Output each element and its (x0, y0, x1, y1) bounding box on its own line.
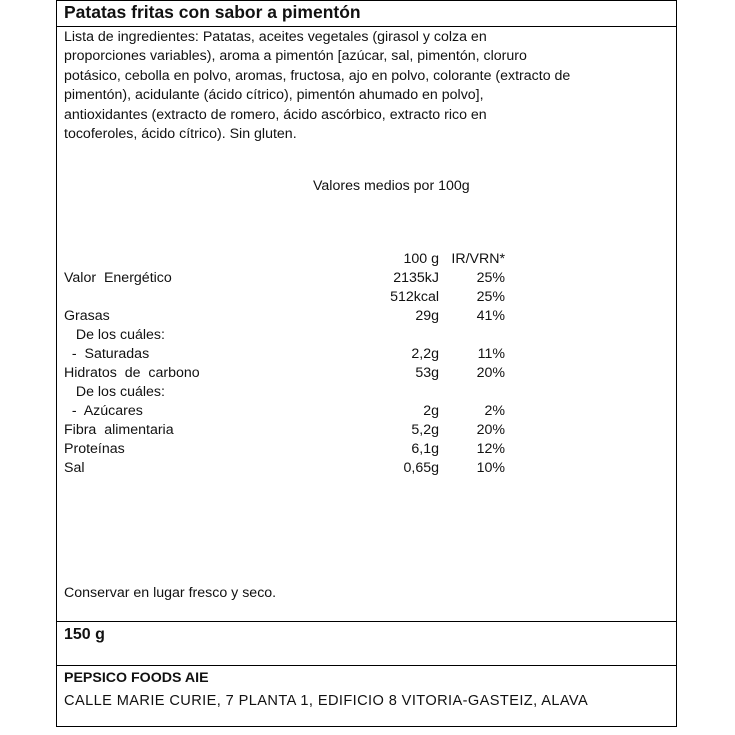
column-header-percent: IR/VRN* (451, 251, 505, 267)
nutrition-table (64, 250, 524, 478)
nutrition-row (64, 326, 524, 345)
nutrient-label: Valor Energético (64, 270, 172, 286)
nutrient-label: Grasas (64, 308, 110, 324)
nutrition-row (64, 345, 524, 364)
nutrient-value: 512kcal (390, 289, 439, 305)
nutrition-row (64, 307, 524, 326)
nutrient-percent: 41% (476, 308, 505, 324)
nutrient-value: 53g (415, 365, 439, 381)
nutrition-rows (64, 269, 524, 478)
ingredients-list: Lista de ingredientes: Patatas, aceites vegetales (girasol y colza en proporciones variables), aroma a pimentón [azúcar, sal, pimentón, cloruro potásico, cebolla en polvo, aromas, fructosa, ajo en polvo, colorante (extracto de pimentón), acidulante (ácido cítrico), pimentón ahumado en polvo], antioxidantes (extracto de romero, ácido ascórbico, extracto rico en tocoferoles, ácido cítrico). Sin gluten. (64, 29, 571, 143)
divider-title (56, 26, 677, 27)
divider-storage (56, 621, 677, 622)
nutrient-percent: 25% (476, 289, 505, 305)
nutrient-percent: 11% (477, 346, 505, 362)
product-title: Patatas fritas con sabor a pimentón (64, 2, 361, 22)
net-weight: 150 g (64, 626, 105, 643)
company-name: PEPSICO FOODS AIE (64, 670, 209, 686)
nutrition-row (64, 383, 524, 402)
column-header-value: 100 g (403, 251, 439, 267)
nutrient-percent: 25% (476, 270, 505, 286)
nutrient-value: 29g (415, 308, 439, 324)
nutrition-header-row (64, 250, 524, 269)
nutrition-row (64, 459, 524, 478)
nutrient-value: 6,1g (411, 441, 439, 457)
storage-instructions: Conservar en lugar fresco y seco. (64, 585, 277, 601)
nutrition-row (64, 288, 524, 307)
company-address: CALLE MARIE CURIE, 7 PLANTA 1, EDIFICIO 8 VITORIA-GASTEIZ, ALAVA (64, 693, 589, 709)
nutrient-percent: 10% (476, 460, 505, 476)
nutrient-label: De los cuáles: (64, 327, 165, 343)
nutrient-label: De los cuáles: (64, 384, 165, 400)
nutrition-row (64, 364, 524, 383)
nutrient-label: - Azúcares (64, 403, 143, 419)
nutrient-value: 0,65g (403, 460, 439, 476)
nutrient-label: Hidratos de carbono (64, 365, 200, 381)
nutrient-percent: 20% (476, 422, 505, 438)
nutrient-label: Fibra alimentaria (64, 422, 174, 438)
nutrition-row (64, 269, 524, 288)
nutrient-percent: 20% (476, 365, 505, 381)
nutrition-heading: Valores medios por 100g (313, 178, 470, 194)
divider-weight (56, 665, 677, 666)
nutrient-label: Proteínas (64, 441, 125, 457)
nutrient-percent: 2% (484, 403, 505, 419)
nutrient-label: Sal (64, 460, 85, 476)
nutrient-percent: 12% (476, 441, 505, 457)
nutrition-row (64, 421, 524, 440)
nutrient-value: 2g (423, 403, 439, 419)
nutrient-value: 2,2g (411, 346, 439, 362)
nutrition-row (64, 402, 524, 421)
nutrient-label: - Saturadas (64, 346, 150, 362)
nutrient-value: 5,2g (411, 422, 439, 438)
nutrition-row (64, 440, 524, 459)
nutrient-value: 2135kJ (393, 270, 439, 286)
